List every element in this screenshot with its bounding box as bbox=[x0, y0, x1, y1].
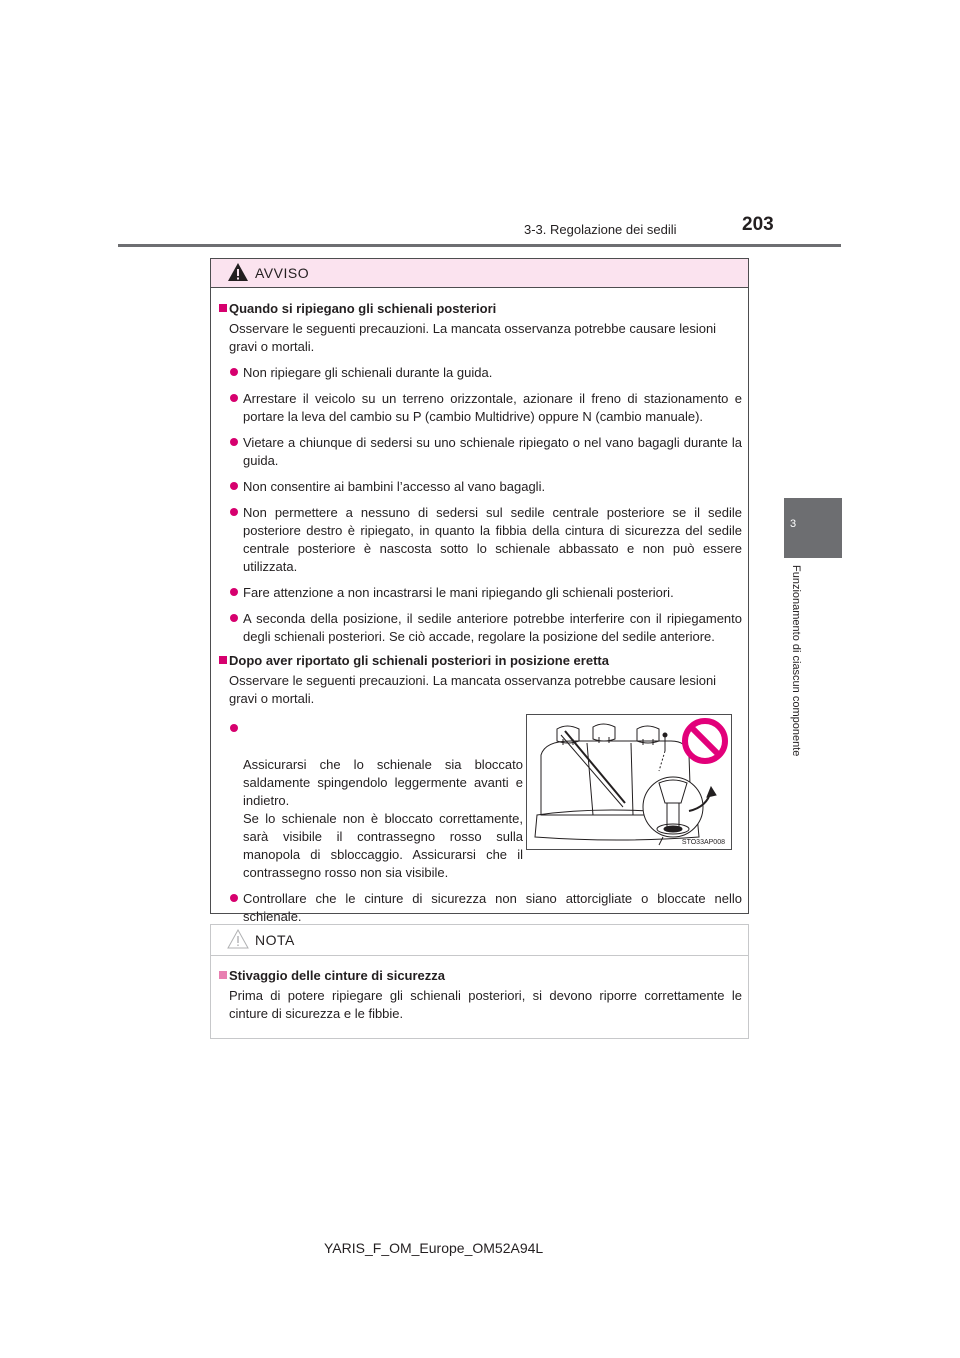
section-heading: Quando si ripiegano gli schienali posteriori bbox=[219, 300, 742, 318]
bullet-dot-icon bbox=[230, 394, 238, 402]
list-item: A seconda della posizione, il sedile anteriore potrebbe interferire con il ripiegamento degli schienali posteriori. Se ciò accade, regolare la posizione del sedile anteriore. bbox=[219, 610, 742, 646]
document-code: YARIS_F_OM_Europe_OM52A94L bbox=[324, 1240, 544, 1256]
section-intro: Osservare le seguenti precauzioni. La mancata osservanza potrebbe causare lesioni gravi o mortali. bbox=[229, 321, 717, 354]
bullet-dot-icon bbox=[230, 588, 238, 596]
chapter-tab bbox=[784, 498, 842, 558]
list-item: Non permettere a nessuno di sedersi sul sedile centrale posteriore se il sedile posteriore destro è ripiegato, in quanto la fibbia della cintura di sicurezza del sedile centrale posteriore è nascosta sotto lo schienale abbassato e non può essere utilizzata. bbox=[219, 504, 742, 576]
square-bullet-icon bbox=[219, 656, 227, 664]
list-item: Fare attenzione a non incastrarsi le mani ripiegando gli schienali posteriori. bbox=[219, 584, 742, 602]
square-bullet-icon bbox=[219, 304, 227, 312]
chapter-number: 3 bbox=[790, 518, 797, 530]
note-title: NOTA bbox=[255, 932, 295, 948]
note-header bbox=[211, 925, 748, 956]
list-item: Arrestare il veicolo su un terreno orizzontale, azionare il freno di stazionamento e portare la leva del cambio su P (cambio Multidrive) oppure N (cambio manuale). bbox=[219, 390, 742, 426]
bullet-dot-icon bbox=[230, 482, 238, 490]
image-code: STO33AP008 bbox=[681, 839, 725, 846]
square-bullet-icon bbox=[219, 971, 227, 979]
note-text: Prima di potere ripiegare gli schienali posteriori, si devono riporre correttamente le cinture di sicurezza e le fibbie. bbox=[229, 988, 742, 1021]
caution-triangle-icon bbox=[227, 928, 249, 950]
list-item: Vietare a chiunque di sedersi su uno schienale ripiegato o nel vano bagagli durante la guida. bbox=[219, 434, 742, 470]
chapter-label: Funzionamento di ciascun componente bbox=[790, 565, 802, 757]
note-heading: Stivaggio delle cinture di sicurezza bbox=[219, 967, 742, 985]
section-intro: Osservare le seguenti precauzioni. La mancata osservanza potrebbe causare lesioni gravi o mortali. bbox=[229, 673, 717, 706]
warning-title: AVVISO bbox=[255, 265, 310, 281]
note-box bbox=[210, 924, 749, 1039]
seat-illustration bbox=[526, 714, 732, 850]
bullet-dot-icon bbox=[230, 724, 238, 732]
list-item: Assicurarsi che lo schienale sia bloccato saldamente spingendolo leggermente avanti e indietro. Se lo schienale non è bloccato correttamente, sarà visibile il contrassegno rosso sulla manopola di sbloccaggio. Assicurarsi che il contrassegno rosso non sia visibile. bbox=[219, 720, 523, 882]
bullet-dot-icon bbox=[230, 614, 238, 622]
warning-header bbox=[211, 259, 748, 288]
list-item: Non ripiegare gli schienali durante la guida. bbox=[219, 364, 742, 382]
section-heading: Dopo aver riportato gli schienali posteriori in posizione eretta bbox=[219, 652, 742, 670]
bullet-dot-icon bbox=[230, 508, 238, 516]
page-number: 203 bbox=[742, 214, 774, 235]
list-item: Controllare che le cinture di sicurezza non siano attorcigliate o bloccate nello schienale. bbox=[219, 890, 742, 926]
section-title: 3-3. Regolazione dei sedili bbox=[524, 222, 677, 237]
bullet-dot-icon bbox=[230, 894, 238, 902]
prohibition-icon bbox=[685, 721, 725, 761]
header-rule bbox=[118, 244, 841, 247]
note-content bbox=[219, 967, 742, 1023]
rear-seat-image bbox=[527, 715, 731, 849]
bullet-dot-icon bbox=[230, 368, 238, 376]
warning-triangle-icon bbox=[227, 262, 249, 282]
bullet-dot-icon bbox=[230, 438, 238, 446]
list-item: Non consentire ai bambini l’accesso al vano bagagli. bbox=[219, 478, 742, 496]
